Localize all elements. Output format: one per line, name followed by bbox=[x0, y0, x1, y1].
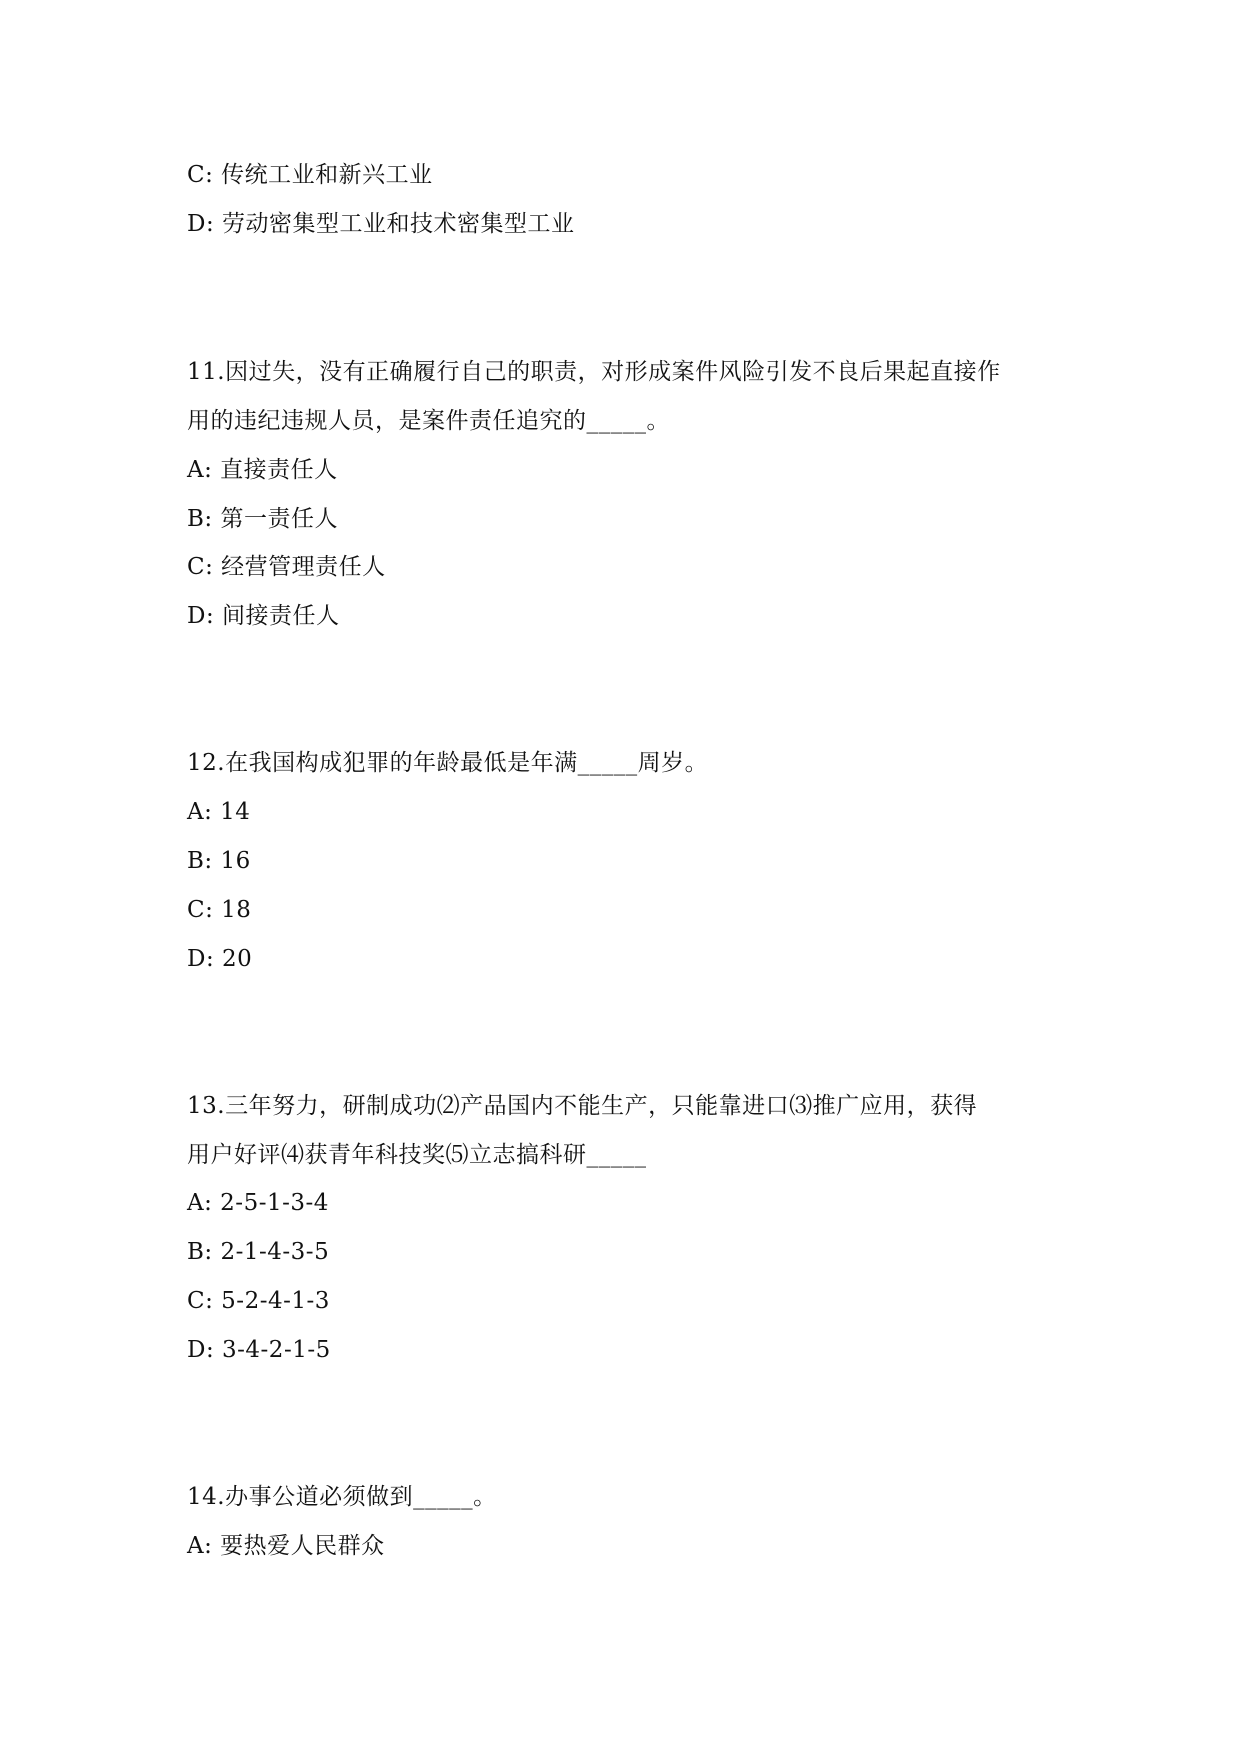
q11-option-a: A: 直接责任人 bbox=[187, 457, 338, 483]
q11-option-b: B: 第一责任人 bbox=[187, 506, 338, 532]
q11-stem-line-1: 11.因过失，没有正确履行自己的职责，对形成案件风险引发不良后果起直接作 bbox=[187, 359, 1001, 385]
q13-stem-line-2: 用户好评⑷获青年科技奖⑸立志搞科研_____ bbox=[187, 1142, 647, 1168]
q10-option-d: D: 劳动密集型工业和技术密集型工业 bbox=[187, 211, 575, 237]
q11-option-c: C: 经营管理责任人 bbox=[187, 554, 386, 580]
q13-option-b: B: 2-1-4-3-5 bbox=[187, 1239, 330, 1265]
q12-option-c: C: 18 bbox=[187, 897, 252, 923]
q12-option-d: D: 20 bbox=[187, 946, 253, 972]
q13-option-c: C: 5-2-4-1-3 bbox=[187, 1288, 330, 1314]
q14-stem-line-1: 14.办事公道必须做到_____。 bbox=[187, 1484, 497, 1510]
q11-option-d: D: 间接责任人 bbox=[187, 603, 340, 629]
q12-option-a: A: 14 bbox=[187, 799, 251, 825]
q13-option-a: A: 2-5-1-3-4 bbox=[187, 1190, 329, 1216]
q11-stem-line-2: 用的违纪违规人员，是案件责任追究的_____。 bbox=[187, 408, 670, 434]
q13-stem-line-1: 13.三年努力，研制成功⑵产品国内不能生产，只能靠进口⑶推广应用，获得 bbox=[187, 1093, 978, 1119]
q14-option-a: A: 要热爱人民群众 bbox=[187, 1533, 385, 1559]
q13-option-d: D: 3-4-2-1-5 bbox=[187, 1337, 331, 1363]
q10-option-c: C: 传统工业和新兴工业 bbox=[187, 162, 433, 188]
q12-option-b: B: 16 bbox=[187, 848, 251, 874]
q12-stem-line-1: 12.在我国构成犯罪的年龄最低是年满_____周岁。 bbox=[187, 750, 709, 776]
